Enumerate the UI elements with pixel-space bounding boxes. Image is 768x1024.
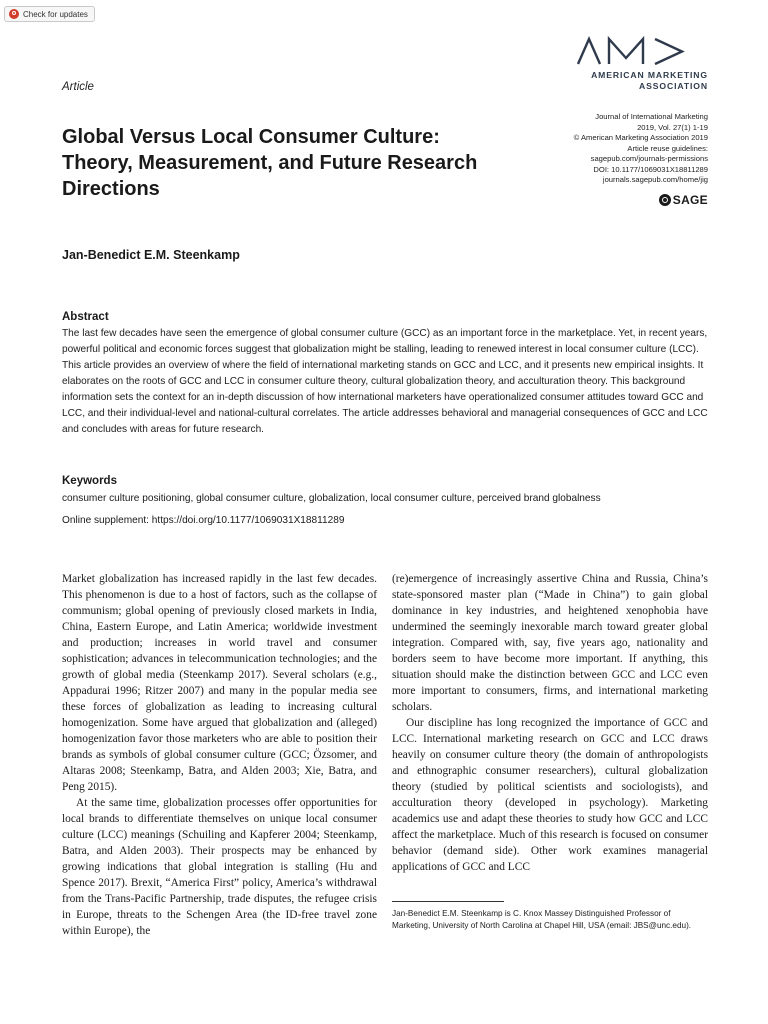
journal-volume: 2019, Vol. 27(1) 1-19 — [637, 122, 708, 132]
body-column-left — [62, 571, 377, 939]
sage-logo-text: SAGE — [672, 193, 708, 207]
publisher-name: AMERICAN MARKETING ASSOCIATION — [591, 70, 708, 91]
reuse-guidelines-label: Article reuse guidelines: — [627, 143, 708, 153]
body-paragraph: (re)emergence of increasingly assertive China and Russia, China’s state-sponsored master plan (“Made in China”) to gain global dominance in key industries, and heightened xenophobia have undermined the seemingly inexorable march toward greater global integration. Compared with, say, five years ago, nationality and borders seem to have become more important. If anything, this situation should make the distinction between GCC and LCC even more important to consumers, firms, and international marketing scholars. — [392, 573, 708, 713]
copyright: © American Marketing Association 2019 — [573, 133, 708, 142]
body-paragraph: At the same time, globalization processes offer opportunities for local brands to differentiate themselves on unique local consumer culture (LCC) meanings (Schuiling and Kapferer 2004; Steenkamp, Batra, and Alden 2003). Their prospects may be enhanced by growing indications that global integration is stalling (Hu and Spence 2017). Brexit, “America First” policy, America’s withdrawal from the Trans-Pacific Partnership, trade disputes, the refugee crisis in Europe, threats to the Schengen Area (the ID-free travel zone within Europe), the — [62, 797, 377, 937]
ama-logo — [575, 36, 707, 66]
check-updates-icon — [9, 9, 19, 19]
body-column-right — [392, 571, 708, 875]
check-updates-label: Check for updates — [23, 9, 88, 19]
abstract-heading: Abstract — [62, 311, 109, 323]
journal-info — [505, 112, 708, 186]
body-paragraph: Our discipline has long recognized the importance of GCC and LCC. International marketing research on GCC and LCC draws heavily on consumer culture theory (the domain of anthropologists and ethnographic consumer researchers), cultural globalization theory (studied by political scientists and sociologists), and acculturation theory (developed in psychology). Marketing academics use and adapt these theories to study how GCC and LCC affect the marketplace. Much of this research is focused on consumer behavior (demand side). Other work examines managerial applications of GCC and LCC — [392, 717, 708, 873]
author-name: Jan-Benedict E.M. Steenkamp — [62, 248, 240, 262]
journal-name: Journal of International Marketing — [595, 112, 708, 121]
keywords-heading: Keywords — [62, 475, 117, 487]
body-paragraph: Market globalization has increased rapidly in the last few decades. This phenomenon is due to a host of factors, such as the collapse of communism; global opening of previously closed markets in India, China, Eastern Europe, and Latin America; worldwide investment and production; increases in world travel and consumer sophistication; advances in telecommunication technologies; and the growth of global media (Steenkamp 2017). Several scholars (e.g., Appadurai 1996; Ritzer 2007) and many in the popular media see these forces of globalization as leading to increasing cultural homogenization. Some have argued that globalization and (alleged) homogenization favor those marketers who are able to position their brands as symbols of global consumer culture (GCC; Özsomer, and Altaras 2008; Steenkamp, Batra, and Alden 2003; Xie, Batra, and Peng 2015). — [62, 573, 377, 793]
doi[interactable]: DOI: 10.1177/1069031X18811289 — [593, 164, 708, 174]
article-title: Global Versus Local Consumer Culture: Theory, Measurement, and Future Research Directions — [62, 126, 478, 200]
abstract-text: The last few decades have seen the emergence of global consumer culture (GCC) as an important force in the marketplace. Yet, in recent years, powerful political and economic forces suggest that globalization might be stalling, leading to renewed interest in local consumer culture (LCC). This article provides an overview of where the field of international marketing stands on GCC and LCC, and it presents new empirical insights. It elaborates on the roots of GCC and LCC in consumer culture theory, cultural globalization theory, and acculturation theory. This background information sets the context for an in-depth discussion of how international marketers have operationalized consumer attitudes toward GCC and LCC, and their individual-level and national-cultural correlates. The article addresses behavioral and managerial consequences of GCC and LCC and concludes with areas for future research. — [62, 328, 708, 435]
sage-logo — [655, 192, 708, 208]
article-type-label: Article — [62, 81, 94, 93]
keywords-text: consumer culture positioning, global consumer culture, globalization, local consumer culture, perceived brand globalness — [62, 493, 601, 504]
online-supplement-link[interactable]: Online supplement: https://doi.org/10.1177/1069031X18811289 — [62, 515, 345, 526]
check-for-updates-badge[interactable] — [4, 6, 95, 22]
footnote-divider — [392, 901, 504, 902]
permissions-link[interactable]: sagepub.com/journals-permissions — [590, 154, 708, 163]
journal-home-link[interactable]: journals.sagepub.com/home/jig — [602, 175, 708, 184]
author-footnote: Jan-Benedict E.M. Steenkamp is C. Knox Massey Distinguished Professor of Marketing, University of North Carolina at Chapel Hill, USA (email: JBS@unc.edu). — [392, 909, 692, 930]
sage-icon — [659, 194, 671, 206]
